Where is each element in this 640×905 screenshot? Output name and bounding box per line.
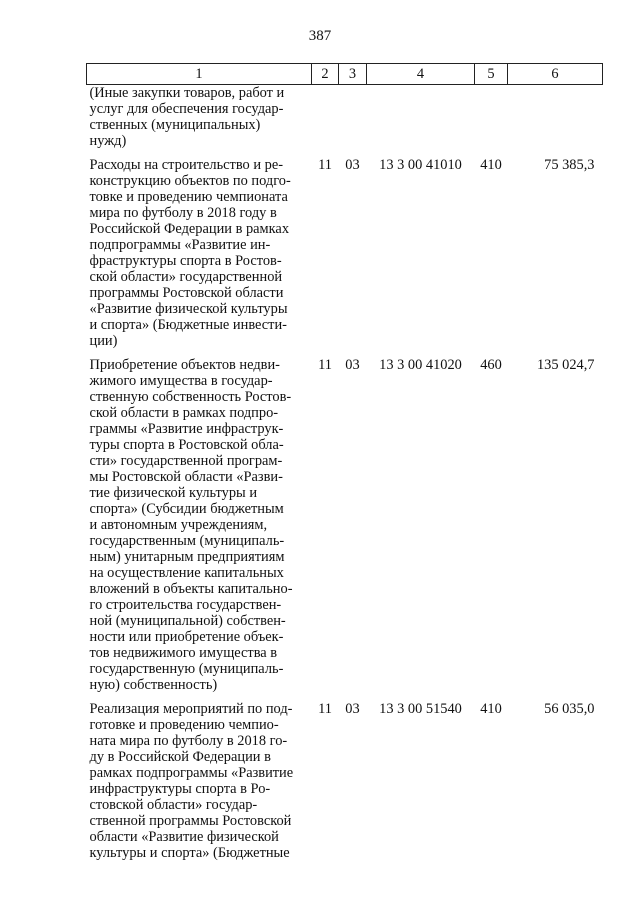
- table-row: [87, 85, 603, 150]
- description-line: ной (муниципальной) собствен-: [89, 613, 286, 629]
- description-line: готовке и проведению чемпио-: [89, 717, 279, 733]
- section-code: 11: [318, 357, 332, 373]
- description-line: тие физической культуры и: [89, 485, 258, 501]
- amount: [508, 85, 603, 150]
- expense-type-code: 410: [480, 157, 502, 173]
- amount: 75 385,3: [544, 157, 595, 173]
- description-line: конструкцию объектов по подго-: [89, 173, 291, 189]
- description-line: «Развитие физической культуры: [89, 301, 288, 317]
- subsection-code: 03: [345, 357, 360, 373]
- description-line: го строительства государствен-: [89, 597, 282, 613]
- header-col-1: 1: [87, 64, 312, 85]
- description-line: мира по футболу в 2018 году в: [89, 205, 277, 221]
- description-line: рамках подпрограммы «Развитие: [89, 765, 294, 781]
- description-line: и спорта» (Бюджетные инвести-: [89, 317, 287, 333]
- description-line: культуры и спорта» (Бюджетные: [89, 845, 290, 861]
- subsection-code: [339, 85, 367, 150]
- description-line: ным) унитарным предприятиям: [89, 549, 285, 565]
- target-article-code: 13 3 00 41020: [379, 357, 462, 373]
- description-line: нужд): [89, 133, 127, 149]
- description-line: ната мира по футболу в 2018 го-: [89, 733, 288, 749]
- description-line: ственной программы Ростовской: [89, 813, 292, 829]
- description-line: товке и проведению чемпионата: [89, 189, 288, 205]
- description-line: ственных (муниципальных): [89, 117, 261, 133]
- budget-table: [86, 63, 603, 861]
- section-code: 11: [318, 157, 332, 173]
- header-row: [87, 64, 603, 85]
- description-line: спорта» (Субсидии бюджетным: [89, 501, 284, 517]
- table-row: [87, 357, 603, 693]
- row-description: [87, 701, 312, 861]
- description-line: государственную (муниципаль-: [89, 661, 284, 677]
- description-line: ности или приобретение объек-: [89, 629, 284, 645]
- description-line: программы Ростовской области: [89, 285, 284, 301]
- description-line: стовской области» государ-: [89, 797, 258, 813]
- description-line: вложений в объекты капитально-: [89, 581, 293, 597]
- description-line: ской области в рамках подпро-: [89, 405, 279, 421]
- section-code: [312, 85, 339, 150]
- spacer-cell: [87, 149, 603, 157]
- description-line: ную) собственность): [89, 677, 218, 693]
- description-line: и автономным учреждениям,: [89, 517, 268, 533]
- description-line: ственную собственность Ростов-: [89, 389, 292, 405]
- row-spacer: [87, 149, 603, 157]
- description-line: на осуществление капитальных: [89, 565, 284, 581]
- header-col-6: 6: [508, 64, 603, 85]
- description-line: жимого имущества в государ-: [89, 373, 273, 389]
- row-description: [87, 157, 312, 349]
- page-number: 387: [308, 28, 332, 44]
- description-line: Реализация мероприятий по под-: [89, 701, 293, 717]
- section-code: 11: [318, 701, 332, 717]
- expense-type-code: [475, 85, 508, 150]
- row-spacer: [87, 693, 603, 701]
- spacer-cell: [87, 693, 603, 701]
- description-line: ции): [89, 333, 118, 349]
- description-line: граммы «Развитие инфраструк-: [89, 421, 284, 437]
- target-article-code: [367, 85, 475, 150]
- table-row: [87, 157, 603, 349]
- description-line: инфраструктуры спорта в Ро-: [89, 781, 271, 797]
- table-row: [87, 701, 603, 861]
- description-line: тов недвижимого имущества в: [89, 645, 278, 661]
- table-header: [87, 64, 603, 85]
- subsection-code: 03: [345, 157, 360, 173]
- target-article-code: 13 3 00 51540: [379, 701, 462, 717]
- description-line: (Иные закупки товаров, работ и: [89, 85, 285, 101]
- header-col-5: 5: [475, 64, 508, 85]
- expense-type-code: 410: [480, 701, 502, 717]
- subsection-code: 03: [345, 701, 360, 717]
- description-line: сти» государственной програм-: [89, 453, 283, 469]
- header-col-2: 2: [312, 64, 339, 85]
- description-line: мы Ростовской области «Разви-: [89, 469, 283, 485]
- description-line: области «Развитие физической: [89, 829, 279, 845]
- description-line: ду в Российской Федерации в: [89, 749, 271, 765]
- header-col-4: 4: [367, 64, 475, 85]
- row-spacer: [87, 349, 603, 357]
- description-line: государственным (муниципаль-: [89, 533, 285, 549]
- expense-type-code: 460: [480, 357, 502, 373]
- description-line: Расходы на строительство и ре-: [89, 157, 283, 173]
- description-line: Приобретение объектов недви-: [89, 357, 280, 373]
- spacer-cell: [87, 349, 603, 357]
- description-line: подпрограммы «Развитие ин-: [89, 237, 271, 253]
- table-body: [87, 85, 603, 862]
- description-line: Российской Федерации в рамках: [89, 221, 290, 237]
- amount: 56 035,0: [544, 701, 595, 717]
- description-line: услуг для обеспечения государ-: [89, 101, 284, 117]
- row-description: [87, 85, 312, 150]
- description-line: туры спорта в Ростовской обла-: [89, 437, 284, 453]
- row-description: [87, 357, 312, 693]
- description-line: ской области» государственной: [89, 269, 283, 285]
- target-article-code: 13 3 00 41010: [379, 157, 462, 173]
- amount: 135 024,7: [536, 357, 595, 373]
- description-line: фраструктуры спорта в Ростов-: [89, 253, 282, 269]
- header-col-3: 3: [339, 64, 367, 85]
